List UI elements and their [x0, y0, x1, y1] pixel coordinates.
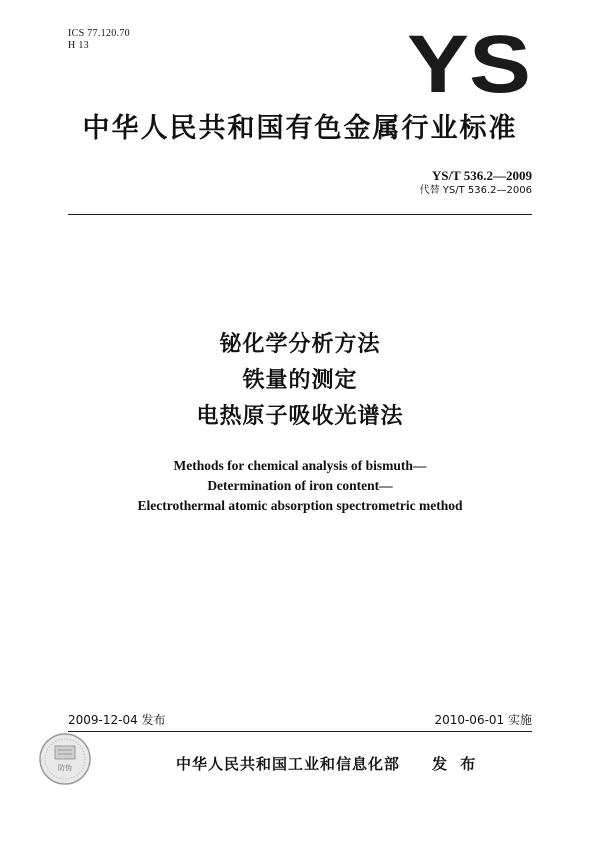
implement-date: 2010-06-01 实施	[434, 713, 532, 727]
title-cn-line2: 铁量的测定	[242, 368, 358, 393]
replaces-standard: 代替 YS/T 536.2—2006	[419, 185, 532, 196]
issue-verb: 发 布	[432, 755, 480, 773]
standard-number: YS/T 536.2—2009	[431, 168, 532, 183]
issuing-authority: 中华人民共和国工业和信息化部	[176, 755, 401, 773]
standard-category-title: 中华人民共和国有色金属行业标准	[82, 113, 518, 144]
ccs-code: H 13	[68, 40, 89, 51]
publish-date: 2009-12-04 发布	[68, 713, 166, 727]
stamp-text: 防伪	[58, 764, 72, 772]
ics-code: ICS 77.120.70	[68, 28, 130, 39]
title-cn-line1: 铋化学分析方法	[219, 332, 381, 357]
classification-codes	[68, 28, 130, 52]
footer-divider	[68, 731, 532, 732]
anti-counterfeit-stamp	[38, 732, 92, 786]
title-cn-line3: 电热原子吸收光谱法	[196, 404, 404, 429]
title-en-line2: Determination of iron content—	[207, 478, 393, 493]
ys-logo-text: YS	[407, 28, 531, 100]
ys-logo	[405, 28, 533, 100]
title-en-line1: Methods for chemical analysis of bismuth—	[173, 458, 427, 473]
header-divider	[68, 214, 532, 215]
title-en-line3: Electrothermal atomic absorption spectrometric method	[137, 498, 463, 513]
